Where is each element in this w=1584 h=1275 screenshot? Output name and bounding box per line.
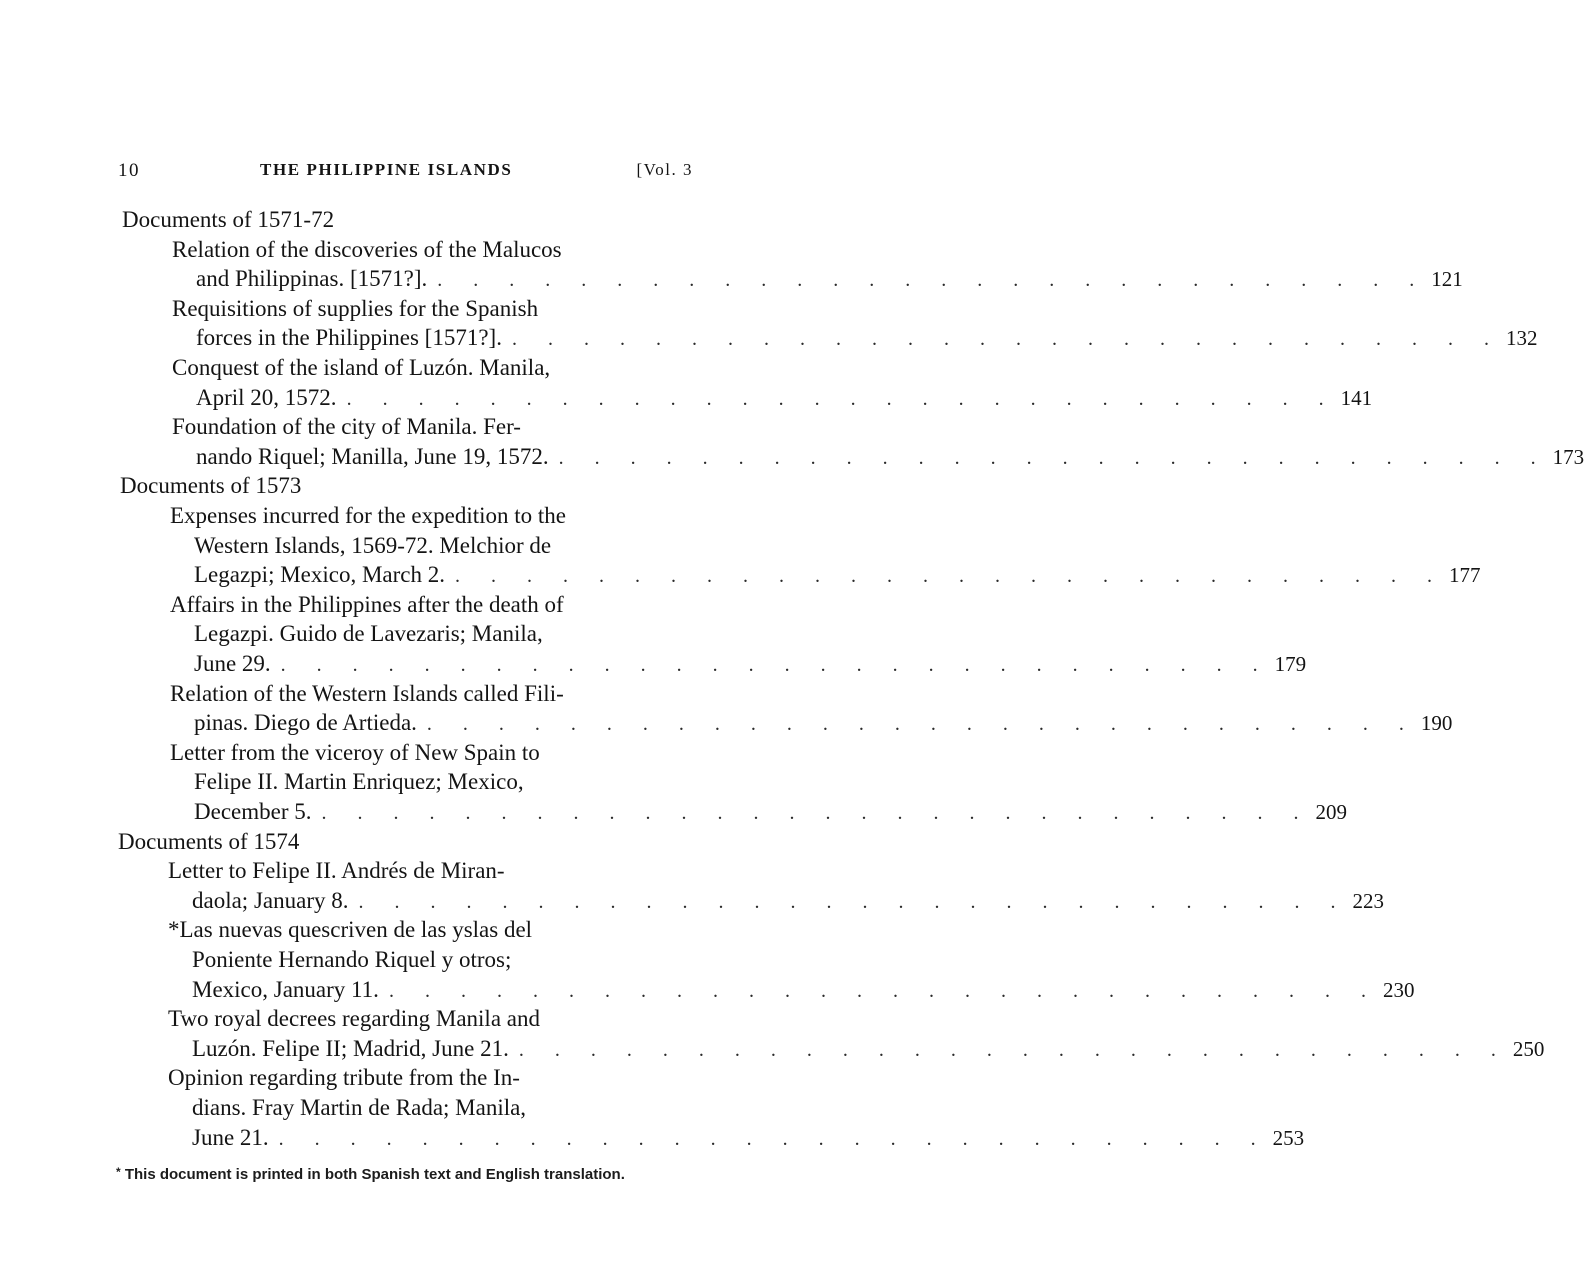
toc-entry-text: Mexico, January 11. — [192, 976, 379, 1002]
dot-leader: . . . . . . . . . . . . . . . . . . . . . . . . . . . . — [278, 1127, 1269, 1150]
dot-leader: . . . . . . . . . . . . . . . . . . . . . . . . . . . . — [388, 979, 1379, 1002]
toc-entry-line: Expenses incurred for the expedition to the — [170, 503, 566, 528]
dot-leader: . . . . . . . . . . . . . . . . . . . . . . . . . . . . — [455, 565, 1445, 588]
toc-entry-line: Legazpi. Guido de Lavezaris; Manila, — [194, 621, 543, 647]
toc-entry-text: June 21. — [192, 1124, 269, 1150]
toc-entry-last-line — [192, 975, 1415, 1005]
toc-entry-text: Luzón. Felipe II; Madrid, June 21. — [192, 1035, 509, 1061]
toc-page-number: 177 — [1449, 563, 1481, 588]
section-heading: Documents of 1571-72 — [122, 207, 335, 232]
dot-leader: . . . . . . . . . . . . . . . . . . . . . . . . . . . . — [358, 890, 1349, 913]
toc-entry-line: Conquest of the island of Luzón. Manila, — [172, 355, 551, 380]
dot-leader: . . . . . . . . . . . . . . . . . . . . . . . . . . . . — [426, 713, 1417, 736]
toc-entry-last-line — [196, 264, 1463, 294]
toc-entry-line: *Las nuevas quescriven de las yslas del — [168, 917, 533, 943]
dot-leader: . . . . . . . . . . . . . . . . . . . . . . . . . . . . — [558, 446, 1549, 469]
section-heading: Documents of 1574 — [118, 828, 300, 854]
volume-label: [Vol. 3 — [636, 160, 693, 179]
toc-page-number: 209 — [1315, 800, 1347, 824]
toc-page-number: 121 — [1431, 267, 1463, 292]
toc-entry-line: Relation of the discoveries of the Malucos — [172, 236, 562, 262]
dot-leader: . . . . . . . . . . . . . . . . . . . . . . . . . . . . — [346, 387, 1337, 410]
toc-entry-last-line — [192, 1123, 1305, 1153]
toc-page-number: 230 — [1382, 977, 1415, 1002]
page-number: 10 — [118, 160, 140, 181]
toc-entry-text: daola; January 8. — [192, 887, 349, 913]
dot-leader: . . . . . . . . . . . . . . . . . . . . . . . . . . . . — [280, 654, 1271, 676]
toc-page-number: 141 — [1340, 385, 1373, 410]
toc-entry-line: Felipe II. Martin Enriquez; Mexico, — [194, 769, 524, 795]
toc-entry-line: Relation of the Western Islands called Fili- — [170, 680, 564, 706]
dot-leader: . . . . . . . . . . . . . . . . . . . . . . . . . . . . — [437, 269, 1428, 292]
toc-entry-last-line — [194, 649, 1307, 679]
toc-page-number: 179 — [1274, 652, 1307, 676]
toc-entry-text: Legazpi; Mexico, March 2. — [194, 562, 445, 588]
footnote — [116, 1162, 691, 1185]
toc-entry-text: and Philippinas. [1571?]. — [196, 266, 428, 292]
section-heading: Documents of 1573 — [120, 473, 302, 499]
toc-entry-line: Opinion regarding tribute from the In- — [168, 1065, 520, 1091]
toc-entry-line: dians. Fray Martin de Rada; Manila, — [192, 1095, 527, 1120]
toc-entry-line: Affairs in the Philippines after the death of — [170, 591, 564, 617]
toc-page-number: 250 — [1512, 1036, 1545, 1061]
toc-entry-line: Letter from the viceroy of New Spain to — [170, 739, 540, 765]
toc-entry-line: Two royal decrees regarding Manila and — [168, 1006, 540, 1032]
running-head — [118, 160, 693, 186]
toc-entry-last-line — [192, 886, 1384, 916]
toc-page-number: 132 — [1505, 326, 1538, 351]
toc-entry-last-line — [196, 323, 1538, 353]
toc-page-number: 190 — [1420, 711, 1453, 736]
toc-entry-text: nando Riquel; Manilla, June 19, 1572. — [196, 443, 549, 469]
toc-entry-last-line — [194, 797, 1347, 827]
toc-page-number: 173 — [1552, 444, 1584, 469]
running-title: THE PHILIPPINE ISLANDS — [260, 160, 513, 179]
footnote-marker: * — [116, 1165, 121, 1179]
dot-leader: . . . . . . . . . . . . . . . . . . . . . . . . . . . . — [511, 328, 1502, 351]
toc-entry-last-line — [196, 442, 1584, 472]
toc-entry-last-line — [196, 383, 1373, 413]
toc-entry-text: pinas. Diego de Artieda. — [194, 710, 417, 736]
toc-entry-line: Foundation of the city of Manila. Fer- — [172, 414, 521, 440]
toc-entry-line: Requisitions of supplies for the Spanish — [172, 295, 539, 321]
toc-entry-line: Western Islands, 1569-72. Melchior de — [194, 532, 552, 558]
footnote-text: This document is printed in both Spanish text and English translation. — [124, 1166, 625, 1183]
toc-entry-text: April 20, 1572. — [196, 384, 337, 410]
toc-entry-last-line — [192, 1034, 1545, 1064]
toc-page-number: 253 — [1272, 1125, 1305, 1150]
dot-leader: . . . . . . . . . . . . . . . . . . . . . . . . . . . . — [321, 802, 1312, 824]
dot-leader: . . . . . . . . . . . . . . . . . . . . . . . . . . . . — [518, 1038, 1509, 1061]
toc-entry-text: forces in the Philippines [1571?]. — [196, 325, 502, 351]
toc-entry-last-line — [194, 708, 1453, 738]
toc-entry-last-line — [194, 560, 1481, 590]
toc-page-number: 223 — [1352, 888, 1384, 913]
toc-entry-text: December 5. — [194, 799, 312, 824]
toc-entry-line: Poniente Hernando Riquel y otros; — [192, 947, 512, 972]
toc-entry-line: Letter to Felipe II. Andrés de Miran- — [168, 858, 505, 884]
toc-entry-text: June 29. — [194, 651, 271, 676]
